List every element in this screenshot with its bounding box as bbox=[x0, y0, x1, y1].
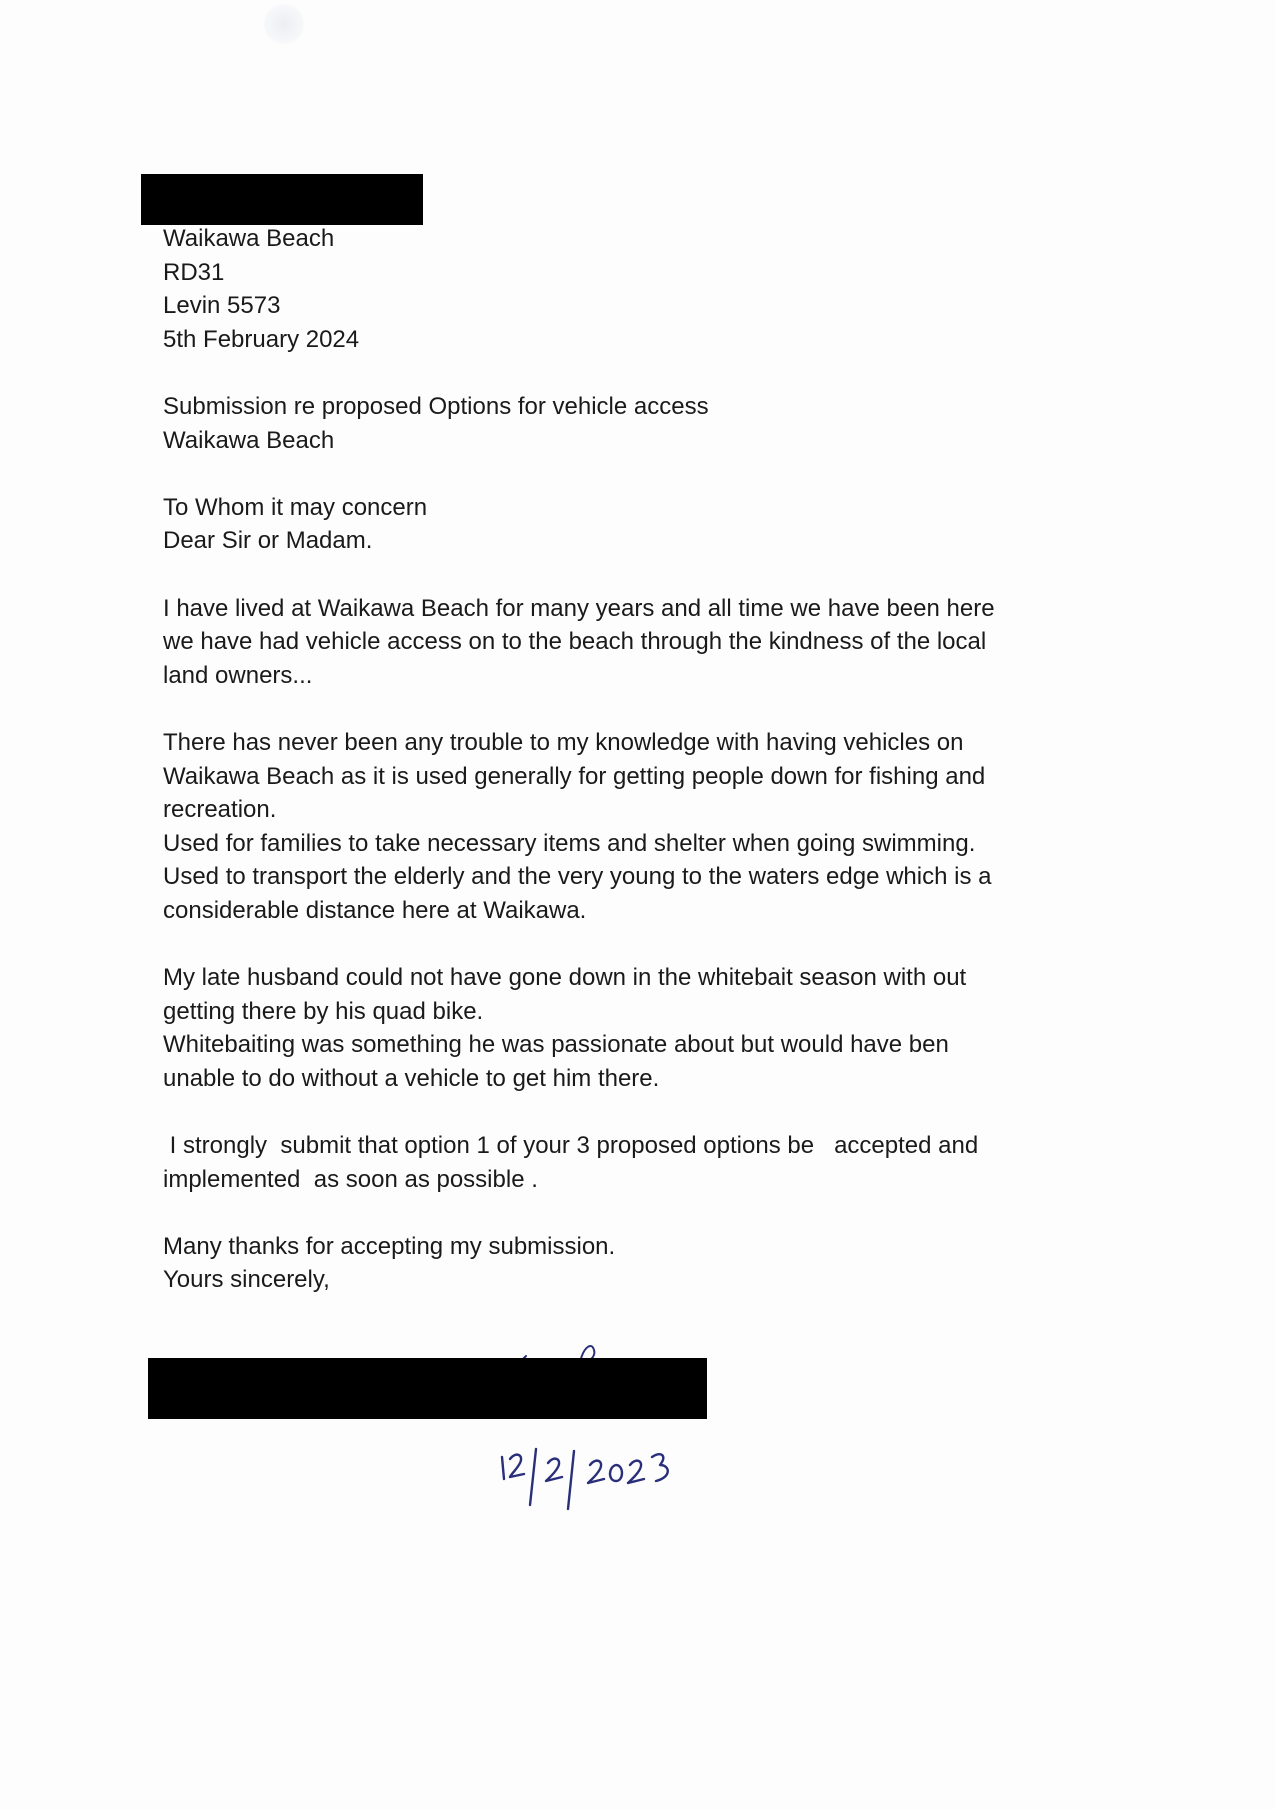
paragraph-line: unable to do without a vehicle to get him there. bbox=[163, 1064, 660, 1092]
paragraph-line: Used for families to take necessary items and shelter when going swimming. bbox=[163, 829, 976, 857]
subject-line: Submission re proposed Options for vehicle access bbox=[163, 392, 709, 420]
subject-line: Waikawa Beach bbox=[163, 426, 335, 454]
paragraph-line: My late husband could not have gone down in the whitebait season with out bbox=[163, 964, 967, 992]
redacted-signature-block bbox=[148, 1358, 707, 1419]
paragraph bbox=[163, 726, 1123, 928]
handwritten-date bbox=[490, 1443, 730, 1523]
paragraph-line: There has never been any trouble to my knowledge with having vehicles on bbox=[163, 728, 964, 756]
salutation-block bbox=[163, 491, 1123, 558]
paragraph bbox=[163, 1129, 1123, 1196]
letter-date: 5th February 2024 bbox=[163, 325, 360, 353]
address-line: Levin 5573 bbox=[163, 292, 281, 320]
paragraph-line: Waikawa Beach as it is used generally for getting people down for fishing and bbox=[163, 762, 986, 790]
address-line: Waikawa Beach bbox=[163, 225, 335, 252]
scan-smudge bbox=[264, 4, 304, 44]
paragraph bbox=[163, 961, 1123, 1095]
paragraph-line: I strongly submit that option 1 of your 3 proposed options be accepted and bbox=[163, 1132, 979, 1160]
paragraph-line: we have had vehicle access on to the beach through the kindness of the local bbox=[163, 628, 987, 656]
paragraph-line: land owners... bbox=[163, 661, 313, 689]
subject-block bbox=[163, 390, 1123, 457]
salutation-line: To Whom it may concern bbox=[163, 493, 428, 521]
paragraph-line: considerable distance here at Waikawa. bbox=[163, 896, 587, 924]
letter-body bbox=[163, 222, 1123, 1297]
redacted-name-block bbox=[141, 174, 423, 225]
closing-line: Yours sincerely, bbox=[163, 1266, 330, 1294]
paragraph-line: Whitebaiting was something he was passionate about but would have ben bbox=[163, 1031, 949, 1059]
paragraph-line: implemented as soon as possible . bbox=[163, 1165, 538, 1193]
paragraph-line: I have lived at Waikawa Beach for many years and all time we have been here bbox=[163, 594, 995, 622]
closing-block bbox=[163, 1230, 1123, 1297]
address-block bbox=[163, 222, 1123, 356]
closing-line: Many thanks for accepting my submission. bbox=[163, 1232, 616, 1260]
paragraph bbox=[163, 592, 1123, 693]
address-line: RD31 bbox=[163, 258, 225, 286]
paragraph-line: recreation. bbox=[163, 796, 277, 824]
salutation-line: Dear Sir or Madam. bbox=[163, 527, 373, 555]
paragraph-line: Used to transport the elderly and the very young to the waters edge which is a bbox=[163, 863, 992, 891]
paragraph-line: getting there by his quad bike. bbox=[163, 997, 484, 1025]
